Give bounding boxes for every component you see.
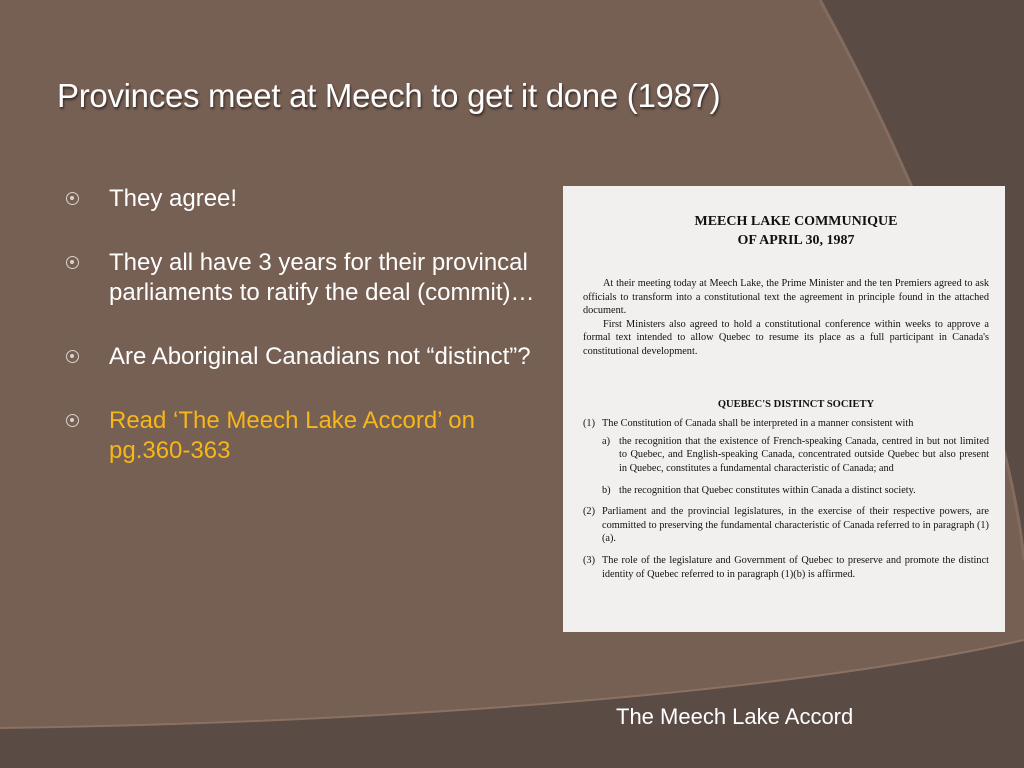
bullet-text: They all have 3 years for their provincal parliaments to ratify the deal (commit)…	[109, 249, 535, 306]
document-title-line2: OF APRIL 30, 1987	[737, 233, 855, 248]
bullet-item	[66, 184, 556, 214]
circle-bullet-icon	[66, 256, 79, 269]
clause-text: Parliament and the provincial legislatures, in the exercise of their respective powers, are committed to preserving the fundamental characteristic of Canada referred to in paragraph (1)(a).	[602, 506, 989, 545]
document-clause	[583, 554, 989, 581]
slide-title: Provinces meet at Meech to get it done (1987)	[57, 77, 721, 114]
document-subclause	[583, 435, 989, 476]
document-subclause	[583, 484, 989, 498]
circle-bullet-icon	[66, 414, 79, 427]
clause-number: (2)	[583, 506, 596, 518]
document-clause	[583, 505, 989, 546]
bullet-item	[66, 248, 556, 308]
clause-number: (1)	[583, 418, 596, 430]
circle-bullet-icon	[66, 192, 79, 205]
clause-text: The role of the legislature and Government of Quebec to preserve and promote the distinct identity of Quebec referred to in paragraph (1)(b) is affirmed.	[602, 554, 989, 580]
document-paragraph: At their meeting today at Meech Lake, the Prime Minister and the ten Premiers agreed to ask officials to transform into a constitutional text the agreement in principle found in the attached document.	[583, 278, 989, 317]
bullet-text: Are Aboriginal Canadians not “distinct”?	[109, 343, 531, 370]
clause-text: The Constitution of Canada shall be interpreted in a manner consistent with	[602, 418, 914, 430]
image-caption: The Meech Lake Accord	[616, 704, 854, 729]
clause-text: the recognition that the existence of French-speaking Canada, centred in but not limited to Quebec, and English-speaking Canada, concentrated outside Quebec but also present in Quebec, constitutes a fundamental characteristic of Canada; and	[619, 435, 989, 474]
bullet-text: Read ‘The Meech Lake Accord’ on pg.360-363	[109, 407, 475, 464]
communique-document-image	[563, 186, 1005, 632]
circle-bullet-icon	[66, 350, 79, 363]
document-clause	[583, 417, 989, 431]
clause-number: a)	[602, 435, 610, 447]
bullet-item-highlighted	[66, 406, 556, 466]
document-section-heading: QUEBEC'S DISTINCT SOCIETY	[717, 398, 875, 410]
bullet-item	[66, 342, 556, 372]
bullet-list	[66, 184, 556, 500]
clause-number: (3)	[583, 554, 596, 566]
clause-text: the recognition that Quebec constitutes within Canada a distinct society.	[619, 484, 916, 496]
document-paragraph: First Ministers also agreed to hold a constitutional conference within weeks to approve a formal text intended to allow Quebec to resume its place as a full participant in Canada's constitutional development.	[583, 318, 989, 357]
clause-number: b)	[602, 484, 611, 496]
bullet-text: They agree!	[109, 185, 238, 212]
document-title-line1: MEECH LAKE COMMUNIQUE	[694, 214, 898, 229]
